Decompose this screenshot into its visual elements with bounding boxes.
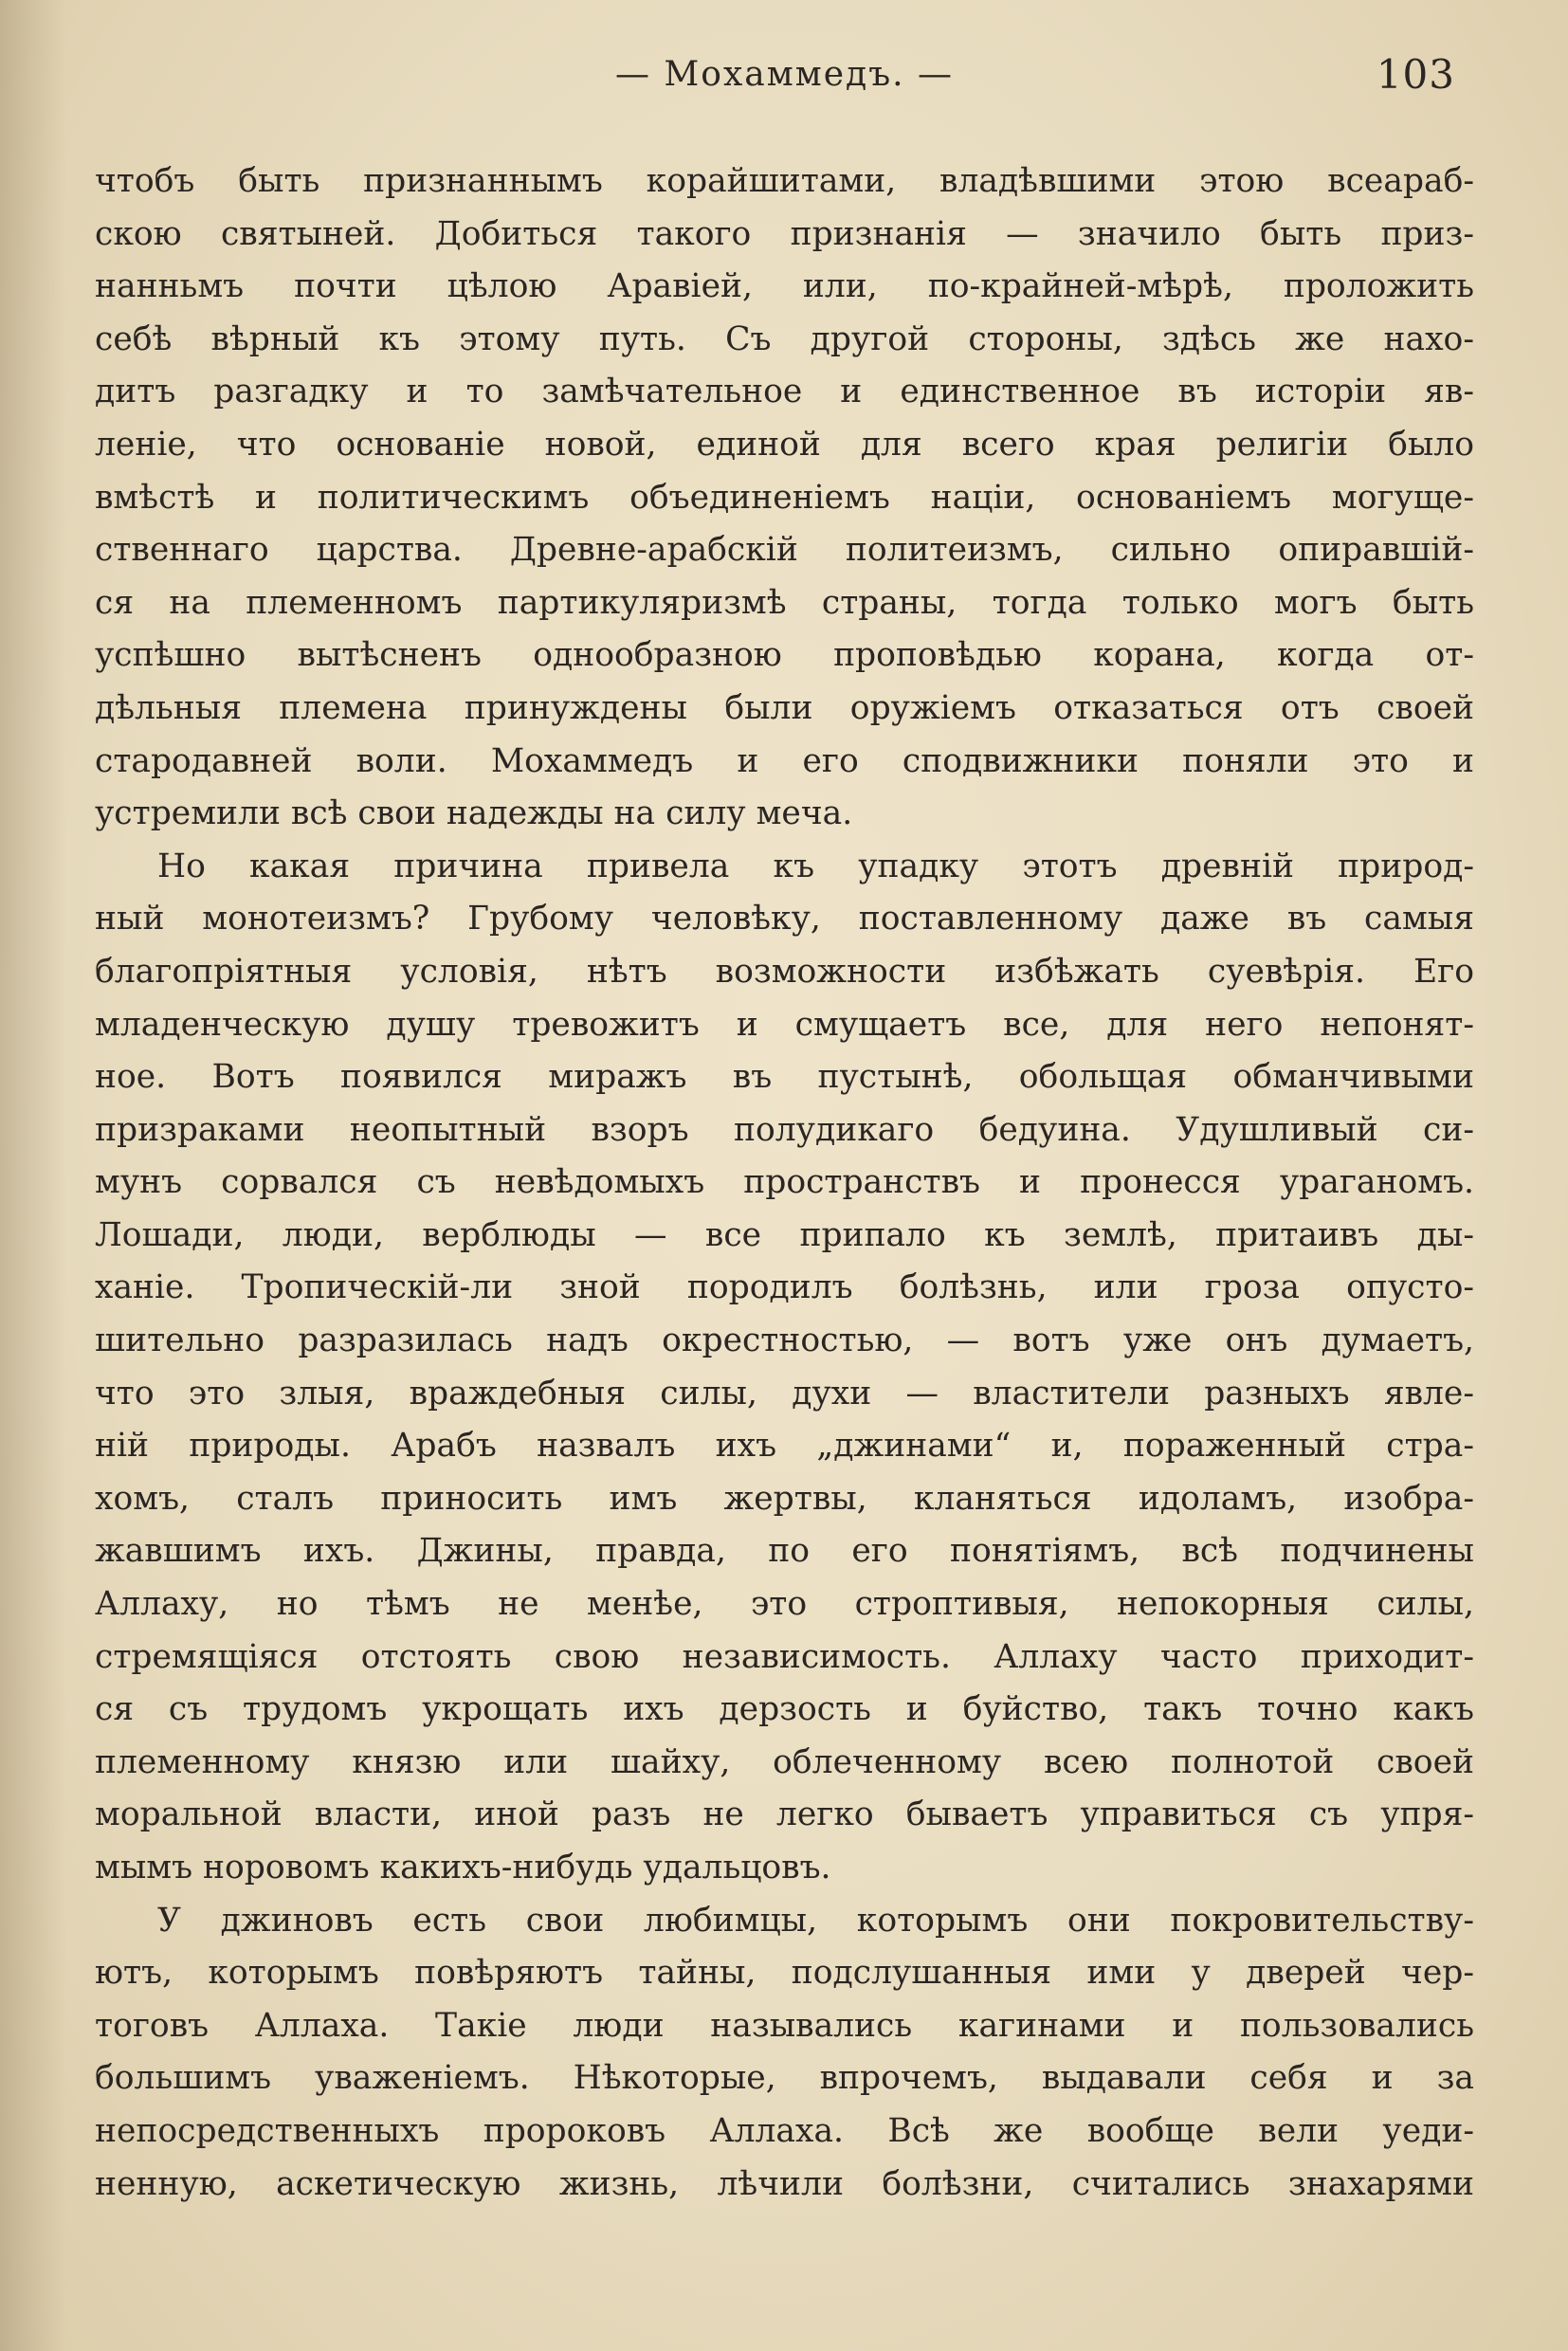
text-line: Лошади, люди, верблюды — все припало къ землѣ, притаивъ ды- bbox=[95, 1215, 1474, 1254]
text-line: мунъ сорвался съ невѣдомыхъ пространствъ и пронесся ураганомъ. bbox=[95, 1163, 1474, 1202]
text-line: ный монотеизмъ? Грубому человѣку, поставленному даже въ самыя bbox=[95, 900, 1474, 939]
text-line: ся на племенномъ партикуляризмѣ страны, тогда только могъ быть bbox=[95, 583, 1474, 622]
text-line: тоговъ Аллаха. Такіе люди назывались кагинами и пользовались bbox=[95, 2006, 1474, 2045]
text-line: скою святыней. Добиться такого признанія — значило быть приз- bbox=[95, 214, 1474, 253]
text-line: себѣ вѣрный къ этому путь. Съ другой стороны, здѣсь же нахо- bbox=[95, 319, 1474, 358]
text-line: дитъ разгадку и то замѣчательное и единственное въ исторіи яв- bbox=[95, 373, 1474, 411]
running-title: — Мохаммедъ. — bbox=[614, 55, 954, 94]
page-header bbox=[95, 51, 1474, 121]
text-line: ственнаго царства. Древне-арабскій политеизмъ, сильно опиравшій- bbox=[95, 531, 1474, 570]
text-line: мымъ норовомъ какихъ-нибудь удальцовъ. bbox=[95, 1849, 831, 1886]
text-line: вмѣстѣ и политическимъ объединеніемъ націи, основаніемъ могуще- bbox=[95, 478, 1474, 517]
text-line: большимъ уваженіемъ. Нѣкоторые, впрочемъ, выдавали себя и за bbox=[95, 2059, 1474, 2098]
text-line: жавшимъ ихъ. Джины, правда, по его понятіямъ, всѣ подчинены bbox=[95, 1532, 1474, 1571]
text-line: ное. Вотъ появился миражъ въ пустынѣ, обольщая обманчивыми bbox=[95, 1058, 1474, 1097]
text-line: благопріятныя условія, нѣтъ возможности избѣжать суевѣрія. Его bbox=[95, 952, 1474, 991]
text-line: нанньмъ почти цѣлою Аравіей, или, по-крайней-мѣрѣ, проложить bbox=[95, 267, 1474, 306]
text-line: ся съ трудомъ укрощать ихъ дерзость и буйство, такъ точно какъ bbox=[95, 1690, 1474, 1729]
text-line: племенному князю или шайху, облеченному всею полнотой своей bbox=[95, 1742, 1474, 1781]
text-line: призраками неопытный взоръ полудикаго бедуина. Удушливый си- bbox=[95, 1110, 1474, 1149]
text-line: Аллаху, но тѣмъ не менѣе, это строптивыя, непокорныя силы, bbox=[95, 1585, 1474, 1624]
text-line: устремили всѣ свои надежды на силу меча. bbox=[95, 794, 853, 833]
text-line: шительно разразилась надъ окрестностью, — вотъ уже онъ думаетъ, bbox=[95, 1321, 1474, 1360]
text-line: успѣшно вытѣсненъ однообразною проповѣдью корана, когда от- bbox=[95, 636, 1474, 675]
text-line: ній природы. Арабъ назвалъ ихъ „джинами“ и, пораженный стра- bbox=[95, 1427, 1474, 1466]
body-text bbox=[95, 155, 1474, 2211]
text-line: стремящіяся отстоять свою независимость. Аллаху часто приходит- bbox=[95, 1637, 1474, 1676]
text-line: хомъ, сталъ приносить имъ жертвы, кланяться идоламъ, изобра- bbox=[95, 1479, 1474, 1518]
text-line: ненную, аскетическую жизнь, лѣчили болѣзни, считались знахарями bbox=[95, 2164, 1474, 2203]
text-line: стародавней воли. Мохаммедъ и его сподвижники поняли это и bbox=[95, 741, 1474, 780]
text-line: Но какая причина привела къ упадку этотъ древній природ- bbox=[157, 847, 1474, 885]
text-line: У джиновъ есть свои любимцы, которымъ они покровительству- bbox=[157, 1901, 1474, 1940]
text-line: дѣльныя племена принуждены были оружіемъ отказаться отъ своей bbox=[95, 688, 1474, 727]
text-line: ютъ, которымъ повѣряютъ тайны, подслушанныя ими у дверей чер- bbox=[95, 1954, 1474, 1993]
text-line: ханіе. Тропическій-ли зной породилъ болѣзнь, или гроза опусто- bbox=[95, 1268, 1474, 1307]
text-line: что это злыя, враждебныя силы, духи — властители разныхъ явле- bbox=[95, 1374, 1474, 1412]
text-line: моральной власти, иной разъ не легко бываетъ управиться съ упря- bbox=[95, 1795, 1474, 1834]
page-number: 103 bbox=[1376, 51, 1455, 98]
text-line: младенческую душу тревожитъ и смущаетъ все, для него непонят- bbox=[95, 1005, 1474, 1044]
text-line: леніе, что основаніе новой, единой для всего края религіи было bbox=[95, 425, 1474, 464]
text-line: чтобъ быть признаннымъ корайшитами, владѣвшими этою всеараб- bbox=[95, 162, 1474, 200]
text-line: непосредственныхъ пророковъ Аллаха. Всѣ же вообще вели уеди- bbox=[95, 2111, 1474, 2150]
